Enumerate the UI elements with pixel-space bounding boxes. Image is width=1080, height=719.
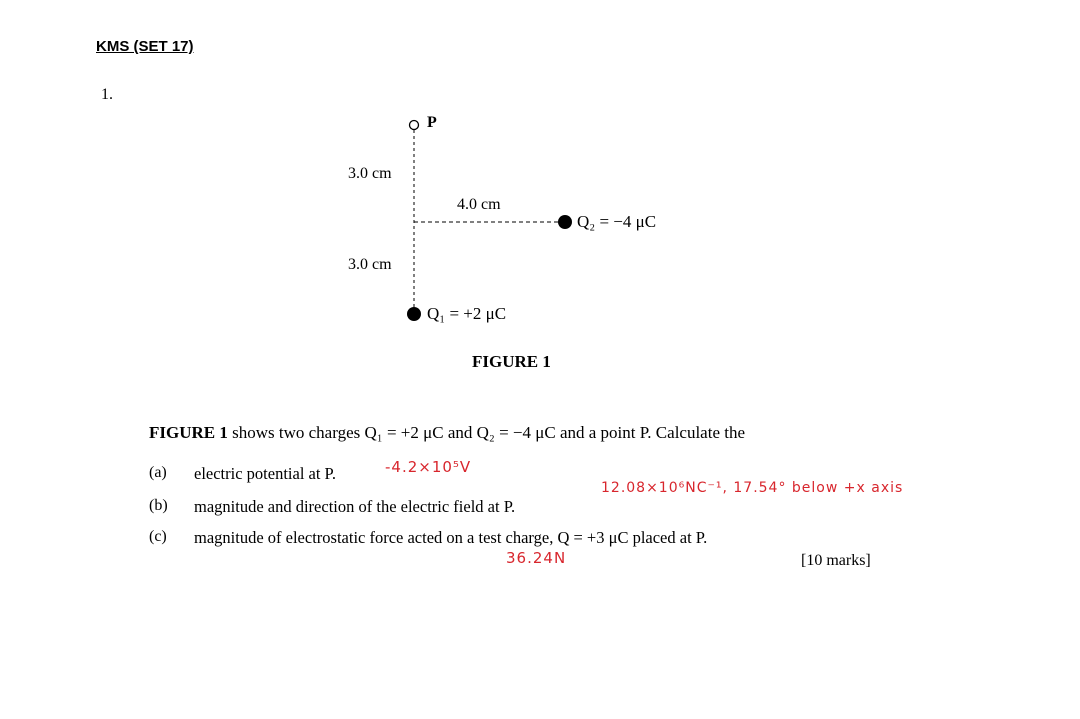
- part-b-text: magnitude and direction of the electric field at P.: [194, 497, 516, 516]
- point-p-label: P: [427, 114, 437, 131]
- point-p-marker: [410, 121, 419, 130]
- figure-caption: FIGURE 1: [472, 352, 551, 371]
- horizontal-distance-label: 4.0 cm: [457, 196, 501, 213]
- figure-reference: FIGURE 1: [149, 423, 228, 442]
- part-a-text: electric potential at P.: [194, 464, 337, 483]
- lower-distance-label: 3.0 cm: [348, 256, 392, 273]
- part-a-letter: (a): [149, 464, 167, 481]
- part-c-letter: (c): [149, 528, 167, 545]
- question-intro: [149, 423, 745, 443]
- q2-label: Q₂ = −4 μC: [577, 212, 657, 231]
- part-c-answer: 36.24N: [506, 549, 567, 567]
- marks-label: [10 marks]: [801, 552, 871, 569]
- part-a-answer: -4.2×10⁵V: [385, 458, 472, 476]
- q1-label: Q₁ = +2 μC: [427, 304, 507, 323]
- set-title: KMS (SET 17): [96, 38, 194, 55]
- q2-charge-marker: [558, 215, 572, 229]
- part-b-letter: (b): [149, 497, 168, 514]
- part-c-text: magnitude of electrostatic force acted on a test charge, Q = +3 μC placed at P.: [194, 528, 708, 547]
- q1-charge-marker: [407, 307, 421, 321]
- upper-distance-label: 3.0 cm: [348, 165, 392, 182]
- intro-text: shows two charges Q₁ = +2 μC and Q₂ = −4 μC and a point P. Calculate the: [227, 423, 746, 442]
- part-b-answer: 12.08×10⁶NC⁻¹, 17.54° below +x axis: [601, 480, 904, 496]
- question-number: 1.: [101, 86, 113, 103]
